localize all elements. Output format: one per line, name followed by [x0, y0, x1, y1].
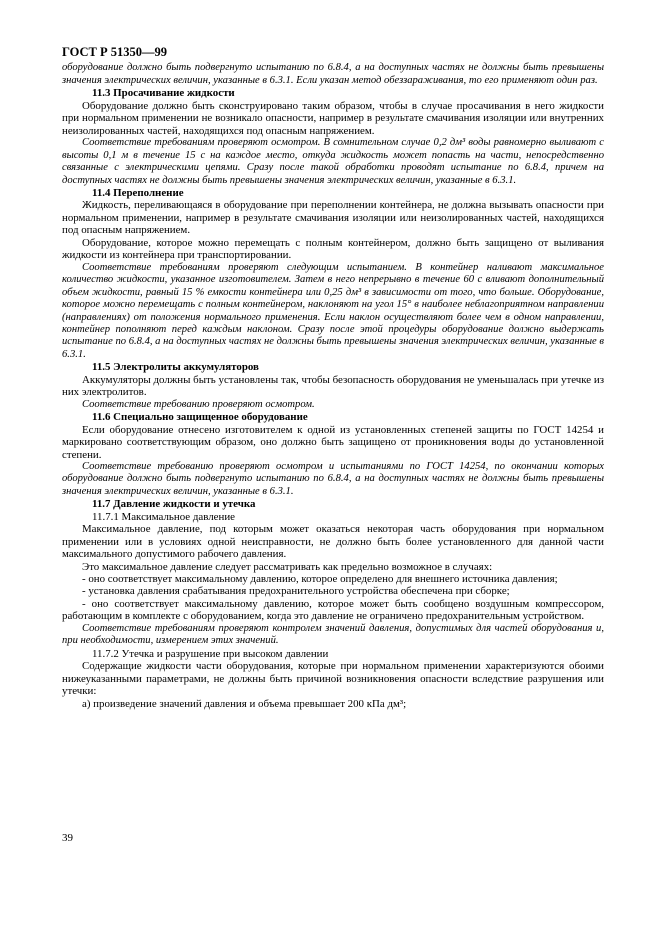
compliance-paragraph: Соответствие требованиям проверяют контролем значений давления, допустимых для частей оборудования и, при необходимости, измерением этих значений. [62, 622, 604, 647]
document-header: ГОСТ Р 51350—99 [62, 45, 168, 59]
paragraph: Это максимальное давление следует рассматривать как предельно возможное в случаях: [82, 560, 493, 573]
paragraph: Оборудование должно быть сконструировано таким образом, чтобы в случае просачивания в него жидкости при нормальном применении не возникало опасности, например в результате смачивания изоляции или внутренних неизолированных частей, находящихся под опасным напряжением. [62, 99, 604, 137]
subsection-heading: 11.7.1 Максимальное давление [92, 510, 235, 523]
paragraph: Максимальное давление, под которым может оказаться некоторая часть оборудования при нормальном применении или в условиях одной неисправности, не должно быть более установленного для данной части максимального допустимого рабочего давления. [62, 523, 604, 561]
paragraph: Аккумуляторы должны быть установлены так, чтобы безопасность оборудования не уменьшалась при утечке из них электролитов. [62, 373, 604, 399]
list-item: а) произведение значений давления и объема превышает 200 кПа дм³; [82, 697, 407, 710]
paragraph: оборудование должно быть подвергнуто испытанию по 6.8.4, а на доступных частях не должны быть превышены значения электрических величин, указанные в 6.3.1. Если указан метод обеззараживания, то его применяют один раз. [62, 62, 604, 86]
section-heading: 11.5 Электролиты аккумуляторов [92, 361, 259, 374]
section-heading: 11.4 Переполнение [92, 186, 184, 199]
compliance-paragraph: Соответствие требованию проверяют осмотром. [82, 398, 315, 410]
paragraph: Жидкость, переливающаяся в оборудование при переполнении контейнера, не должна вызывать опасности при нормальном применении, например в результате смачивания изоляции или неизолированных частей, находящихся под опасным напряжением. [62, 199, 604, 237]
paragraph: Содержащие жидкости части оборудования, которые при нормальном применении характеризуются обоими нижеуказанными параметрами, не должны быть причиной возникновения опасности вследствие разрушения или утечки: [62, 660, 604, 698]
compliance-paragraph: Соответствие требованиям проверяют следующим испытанием. В контейнер наливают максимальное количество жидкости, указанное изготовителем. Затем в него непрерывно в течение 60 с вливают дополнительный объем жидкости, равный 15 % емкости контейнера или 0,25 дм³ в зависимости от того, что больше. Оборудование, которое можно перемещать с полным контейнером, наклоняют на угол 15° в наиболее неблагоприятном направлении (направлениях) от положения нормального применения. Если наклон осуществляют более чем в одном направлении, контейнер пополняют перед каждым наклоном. Сразу после этой процедуры оборудование должно выдержать испытание по 6.8.4, а на доступных частях не должны быть превышены значения электрических величин, указанные в 6.3.1. [62, 261, 604, 360]
section-heading: 11.7 Давление жидкости и утечка [92, 498, 256, 511]
section-heading: 11.6 Специально защищенное оборудование [92, 411, 308, 424]
paragraph: Оборудование, которое можно перемещать с полным контейнером, должно быть защищено от выливания жидкости из контейнера при транспортировании. [62, 236, 604, 262]
list-item: - оно соответствует максимальному давлению, которое может быть сообщено воздушным компрессором, работающим в комплекте с оборудованием, когда это давление не ограничено предохранительным устройством. [62, 597, 604, 623]
list-item: - установка давления срабатывания предохранительного устройства обеспечена при сборке; [82, 585, 510, 598]
subsection-heading: 11.7.2 Утечка и разрушение при высоком давлении [92, 647, 329, 660]
compliance-paragraph: Соответствие требованиям проверяют осмотром. В сомнительном случае 0,2 дм³ воды равномерно выливают с высоты 0,1 м в течение 15 с на каждое место, откуда жидкость может попасть на части, непосредственно связанные с электрическими цепями. Сразу после такой обработки проводят испытание по 6.8.4, причем на доступных частях не должны быть превышены значения электрических величин, указанные в 6.3.1. [62, 137, 604, 186]
section-heading: 11.3 Просачивание жидкости [92, 87, 235, 100]
list-item: - оно соответствует максимальному давлению, которое определено для внешнего источника давления; [82, 573, 558, 586]
compliance-paragraph: Соответствие требованию проверяют осмотром и испытаниями по ГОСТ 14254, по окончании которых оборудование должно быть подвергнуто испытанию по 6.8.4, а на доступных частях не должны быть превышены значения электрических величин, указанные в 6.3.1. [62, 460, 604, 497]
page-number: 39 [62, 832, 73, 844]
paragraph: Если оборудование отнесено изготовителем к одной из установленных степеней защиты по ГОСТ 14254 и маркировано соответствующим образом, оно должно быть защищено от проникновения воды до установленной степени. [62, 423, 604, 461]
